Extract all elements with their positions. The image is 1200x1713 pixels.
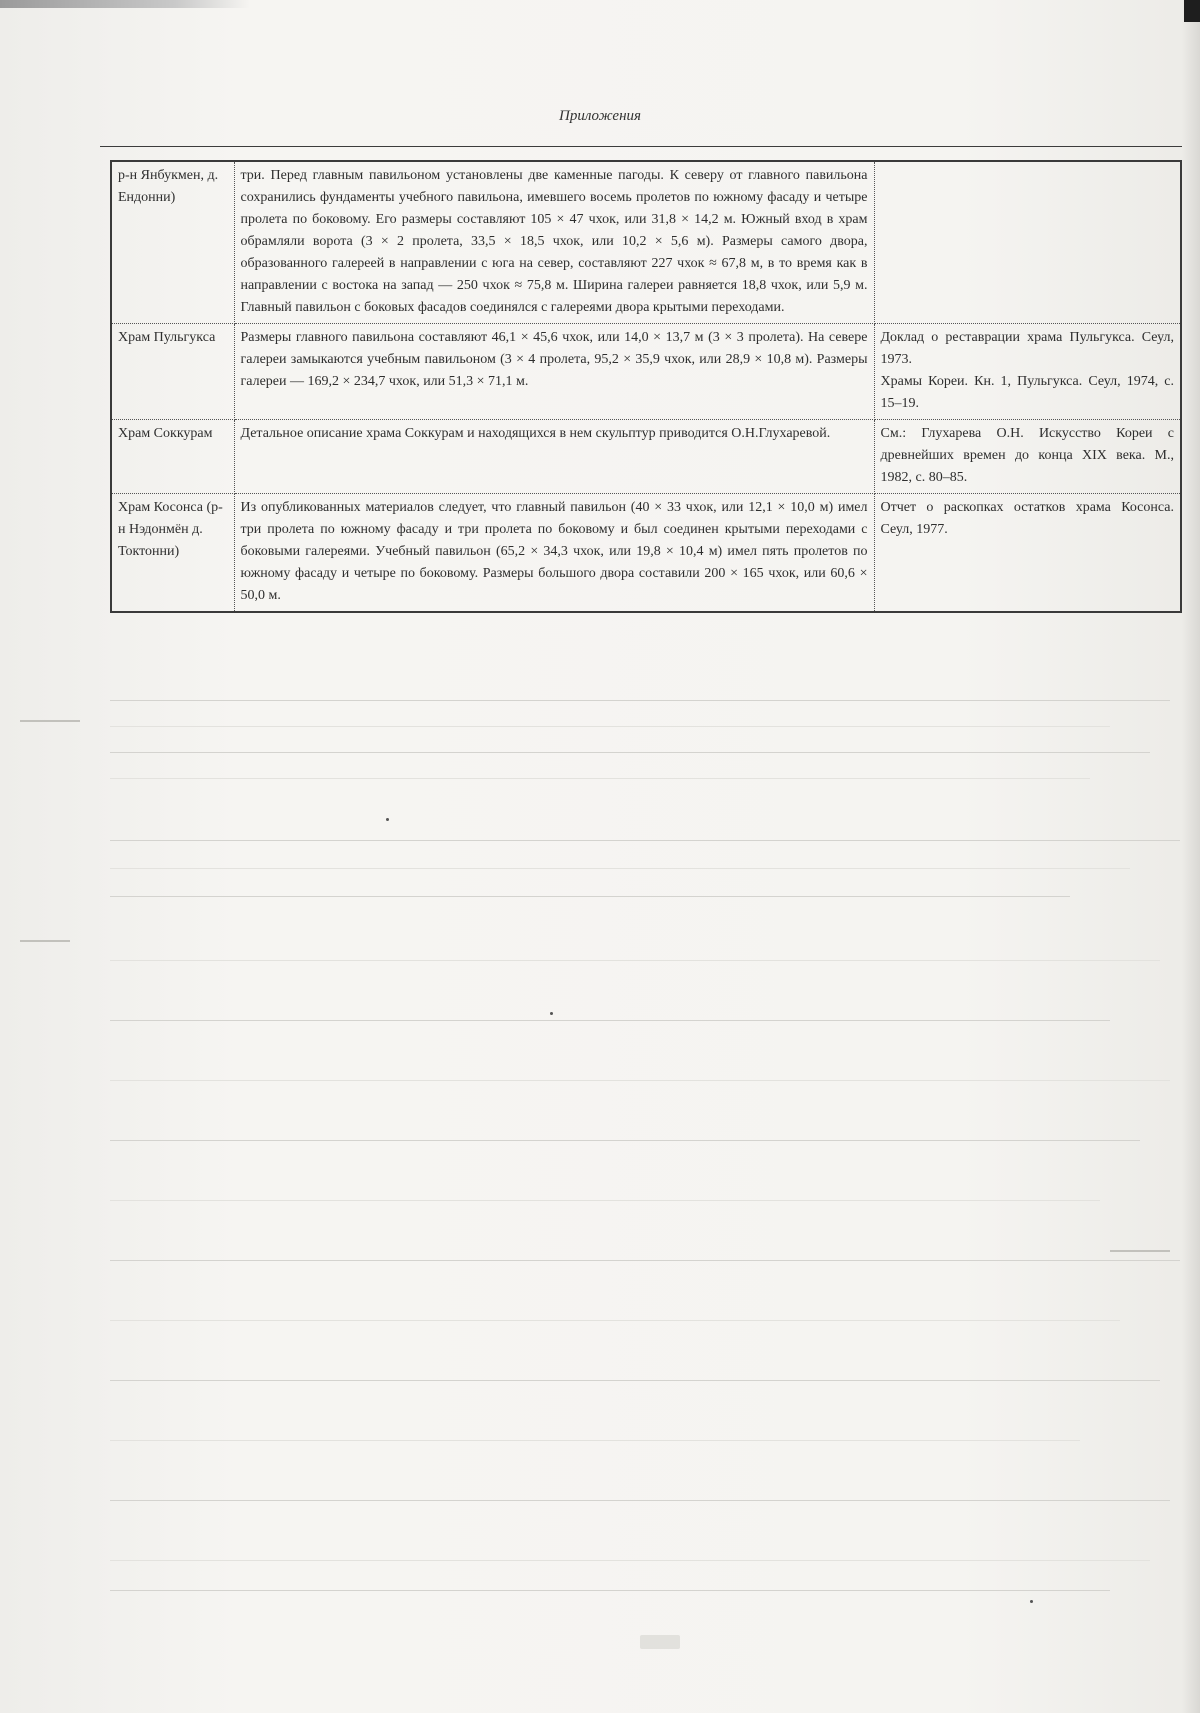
running-title: Приложения xyxy=(558,108,641,124)
references-cell xyxy=(874,420,1181,494)
location-cell: Храм Пульгукса xyxy=(111,324,234,420)
reference-entry: Отчет о раскопках остатков храма Косонса. Сеул, 1977. xyxy=(880,500,1174,537)
page-number-faint xyxy=(640,1635,680,1649)
scan-artifact-top xyxy=(0,0,250,8)
description-cell: Из опубликованных материалов следует, что главный павильон (40 × 33 чхок, или 12,1 × 10,0 м) имел три пролета по южному фасаду и три пролета по боковому и был соединен крытыми переходами с боковыми галереями. Учебный павильон (65,2 × 34,3 чхок, или 19,8 × 10,4 м) имел пять пролетов по южному фасаду и четыре по боковому. Размеры большого двора составили 200 × 165 чхок, или 60,6 × 50,0 м. xyxy=(234,494,874,613)
description-cell: три. Перед главным павильоном установлены две каменные пагоды. К северу от главного павильона сохранились фундаменты учебного павильона, имевшего восемь пролетов по южному фасаду и четыре пролета по боковому. Его размеры составляют 105 × 47 чхок, или 31,8 × 14,2 м. Южный вход в храм обрамляли ворота (3 × 2 пролета, 33,5 × 18,5 чхок, или 10,2 × 5,6 м). Размеры самого двора, образованного галереей в направлении с юга на север, составляют 227 чхок ≈ 67,8 м, в то время как в направлении с востока на запад — 250 чхок ≈ 75,8 м. Ширина галереи равняется 18,8 чхок, или 5,9 м. Главный павильон с боковых фасадов соединялся с галереями двора крытыми переходами. xyxy=(234,161,874,324)
scan-speck xyxy=(550,1012,553,1015)
table-row xyxy=(111,494,1181,613)
scan-artifact-corner xyxy=(1184,0,1200,22)
location-cell: р-н Янбукмен, д. Ендонни) xyxy=(111,161,234,324)
table-row xyxy=(111,324,1181,420)
scan-speck xyxy=(1030,1600,1033,1603)
page-edge-shadow xyxy=(1182,0,1200,1713)
reference-entry: Храмы Кореи. Кн. 1, Пульгукса. Сеул, 1974, с. 15–19. xyxy=(880,374,1174,411)
location-cell: Храм Косонса (р-н Нэдонмён д. Токтонни) xyxy=(111,494,234,613)
table-row xyxy=(111,161,1181,324)
reference-entry: См.: Глухарева О.Н. Искусство Кореи с древнейших времен до конца XIX века. М., 1982, с. 80–85. xyxy=(880,426,1174,485)
references-cell xyxy=(874,494,1181,613)
appendix-table xyxy=(110,160,1182,613)
location-cell: Храм Соккурам xyxy=(111,420,234,494)
scan-speck xyxy=(386,818,389,821)
description-cell: Размеры главного павильона составляют 46,1 × 45,6 чхок, или 14,0 × 13,7 м (3 × 3 пролета). На севере галереи замыкаются учебным павильоном (3 × 4 пролета, 95,2 × 35,9 чхок, или 28,9 × 10,8 м). Размеры галереи — 169,2 × 234,7 чхок, или 51,3 × 71,1 м. xyxy=(234,324,874,420)
references-cell xyxy=(874,324,1181,420)
table-row xyxy=(111,420,1181,494)
header-rule xyxy=(100,146,1182,147)
description-cell: Детальное описание храма Соккурам и находящихся в нем скульптур приводится О.Н.Глухаревой. xyxy=(234,420,874,494)
reference-entry: Доклад о реставрации храма Пульгукса. Сеул, 1973. xyxy=(880,330,1174,367)
references-cell xyxy=(874,161,1181,324)
